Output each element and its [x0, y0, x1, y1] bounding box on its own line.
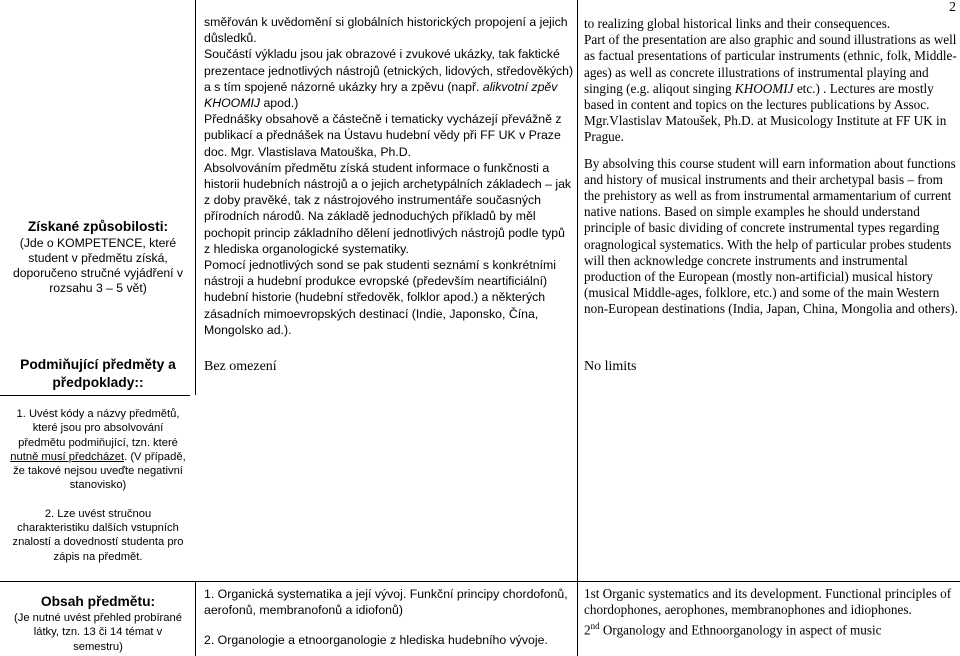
prerequisites-instructions — [8, 407, 188, 577]
en-content-item-1: 1st Organic systematics and its development. Functional principles of chordophones, aerophones, membranophones and idiophones. — [584, 586, 952, 618]
en-presentation: Part of the presentation are also graphic and sound illustrations as well as factual presentations of particular instruments (ethnic, folk, Middle-ages) as well as concrete illustrations of instrumental playing and singing (e.g. aliqout singing KHOOMIJ etc.) . Lectures are mostly based in content and topics on the lectures publications by Assoc. Mgr.Vlastislav Matoušek, Ph.D. at Musicology Institute at FF UK in Prague. — [584, 32, 957, 145]
competences-label-cell — [8, 218, 188, 308]
prerequisites-heading: Podmiňující předměty a předpoklady:: — [20, 357, 176, 390]
prerequisites-label-cell — [8, 356, 188, 394]
rule-row-end-prereq — [0, 581, 960, 582]
en-competence: By absolving this course student will earn information about functions and history of musical instruments and their archetypal basis – from the prehistory as well as from instrumental armamentarium of current native nations. Based on simple examples he should understand principle of basic dividing of concrete instrumental types regarding oragnological systematics. With the help of particular probes students will then acknowledge concrete instruments and instrumental production of the European (mostly non-artificial) musical history (musical Middle-ages, folklore, etc.) and some of the main Western non-European destinations (India, Japan, China, Mongolia and others). — [584, 155, 958, 317]
content-cz-cell — [204, 586, 574, 656]
instruction-underlined: nutně musí předcházet — [10, 450, 125, 463]
instruction-item-2: 2. Lze uvést stručnou charakteristiku dalších vstupních znalostí a dovedností studenta pro zápis na předmět. — [12, 507, 184, 563]
instruction-item-1: 1. Uvést kódy a názvy předmětů, které jsou pro absolvování předmětu podmiňující, tzn. které nutně musí předcházet. (V případě, že takové nejsou uveďte negativní stanovisko) — [10, 408, 186, 492]
cz-intro: směřován k uvědomění si globálních historických propojení a jejich důsledků. — [204, 15, 568, 46]
en-intro: to realizing global historical links and their consequences. — [584, 16, 891, 31]
cz-competence-1: Absolvováním předmětu získá student informace o funkčnosti a historii hudebních nástrojů a o jejich archetypálních základech – jak z doby pravěké, tak z nástrojového instrumentáře současných přírodních národů. Na základě jednoduchých příkladů by měl pochopit princip základního dělení jednotlivých nástrojů podle typů z hlediska organologické systematiky. — [204, 160, 572, 256]
competences-cz-cell — [204, 14, 574, 354]
prerequisites-cz-value: Bez omezení — [204, 359, 277, 374]
cz-content-item-1: 1. Organická systematika a její vývoj. Funkční principy chordofonů, aerofonů, membranofonů a idiofonů) — [204, 587, 568, 618]
rule-row-end-competences — [0, 395, 190, 396]
rule-col-1 — [195, 0, 196, 395]
content-subtext: (Je nutné uvést přehled probírané látky, tzn. 13 či 14 témat v semestru) — [14, 612, 182, 653]
content-label-cell — [8, 593, 188, 655]
en-content-item-2: 2nd Organology and Ethnoorganology in aspect of music — [584, 621, 882, 638]
cz-content-item-2: 2. Organologie a etnoorganologie z hlediska hudebního vývoje. — [204, 633, 548, 648]
cz-lectures: Přednášky obsahově a částečně i tematicky vycházejí převážně z publikací a přednášek na Ústavu hudební vědy při FF UK v Praze doc. Mgr. Vlastislava Matouška, Ph.D. — [204, 112, 562, 159]
prerequisites-en-value: No limits — [584, 359, 637, 374]
content-en-cell — [584, 586, 958, 656]
content-heading: Obsah předmětu: — [40, 594, 156, 609]
competences-heading: Získané způsobilosti: — [27, 219, 169, 234]
rule-col-2 — [577, 0, 578, 656]
page-number: 2 — [949, 0, 956, 15]
rule-col-1b — [195, 581, 196, 656]
cz-competence-2: Pomocí jednotlivých sond se pak studenti seznámí s konkrétními nástroji a hudební produkce evropské (především neartificiální) hudební historie (hudební středověk, folklor apod.) a některých zásadních mimoevropských destinací (Indie, Japonsko, Čína, Mongolsko ad.). — [204, 258, 556, 337]
cz-presentation: Součástí výkladu jsou jak obrazové i zvukové ukázky, tak faktické prezentace jednotlivých nástrojů (etnických, lidových, středověkých) a s tím spojené názorné ukázky hry a zpěvu (např. alikvotní zpěv KHOOMIJ apod.) — [204, 47, 574, 111]
competences-subtext: (Jde o KOMPETENCE, které student v předmětu získá, doporučeno stručné vyjádření v rozsahu 3 – 5 vět) — [12, 236, 184, 295]
competences-en-cell — [584, 16, 958, 356]
